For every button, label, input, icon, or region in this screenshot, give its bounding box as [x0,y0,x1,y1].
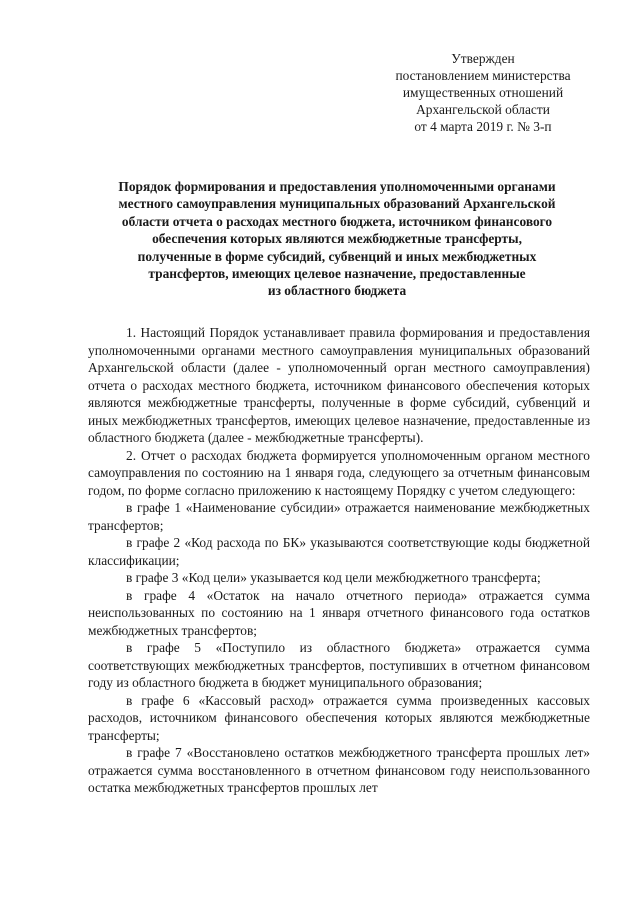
paragraph-column-5: в графе 5 «Поступило из областного бюджета» отражается сумма соответствующих межбюджетных трансфертов, поступивших в отчетном финансовом году из областного бюджета в бюджет муниципального образования; [88,640,590,690]
approval-line: постановлением министерства [395,68,571,83]
paragraph-2: 2. Отчет о расходах бюджета формируется уполномоченным органом местного самоуправления по состоянию на 1 января года, следующего за отчетным финансовым годом, по форме согласно приложению к настоящему Порядку с учетом следующего: [88,447,590,498]
title-line: области отчета о расходах местного бюджета, источником финансового [121,213,553,229]
paragraph-column-6: в графе 6 «Кассовый расход» отражается сумма произведенных кассовых расходов, источником финансового обеспечения которых являются межбюджетные трансферты; [88,692,590,743]
paragraph-column-1: в графе 1 «Наименование субсидии» отражается наименование межбюджетных трансфертов; [88,500,590,533]
title-line: местного самоуправления муниципальных образований Архангельской [118,196,556,212]
title-line: из областного бюджета [267,283,407,299]
paragraph-column-2: в графе 2 «Код расхода по БК» указываются соответствующие коды бюджетной классификации; [88,535,590,568]
document-title [78,178,596,300]
title-line: обеспечения которых являются межбюджетные трансферты, [152,231,522,247]
approval-stamp [372,50,594,135]
title-line: Порядок формирования и предоставления уполномоченными органами [118,179,556,194]
paragraph-column-4: в графе 4 «Остаток на начало отчетного периода» отражается сумма неиспользованных по состоянию на 1 января отчетного финансового года остатков межбюджетных трансфертов; [88,587,590,638]
approval-line: имущественных отношений [402,85,564,100]
title-line: полученные в форме субсидий, субвенций и иных межбюджетных [137,248,537,264]
paragraph-column-7: в графе 7 «Восстановлено остатков межбюджетного трансферта прошлых лет» отражается сумма восстановленного в отчетном финансовом году неиспользованного остатка межбюджетных трансфертов прошлых лет [88,745,590,795]
paragraph-1: 1. Настоящий Порядок устанавливает правила формирования и предоставления уполномоченными органами местного самоуправления муниципальных образований Архангельской области (далее - уполномоченный орган местного самоуправления) отчета о расходах местного бюджета, источником финансового обеспечения которых являются межбюджетные трансферты, полученные в форме субсидий, субвенций и иных межбюджетных трансфертов, имеющих целевое назначение, предоставленные из областного бюджета (далее - межбюджетные трансферты). [88,325,590,445]
title-line: трансфертов, имеющих целевое назначение, предоставленные [148,266,526,282]
approval-line: Утвержден [451,51,515,66]
document-body [88,324,590,797]
paragraph-column-3: в графе 3 «Код цели» указывается код цели межбюджетного трансферта; [126,570,541,585]
approval-line: Архангельской области [416,102,550,117]
approval-line: от 4 марта 2019 г. № 3-п [414,119,552,134]
